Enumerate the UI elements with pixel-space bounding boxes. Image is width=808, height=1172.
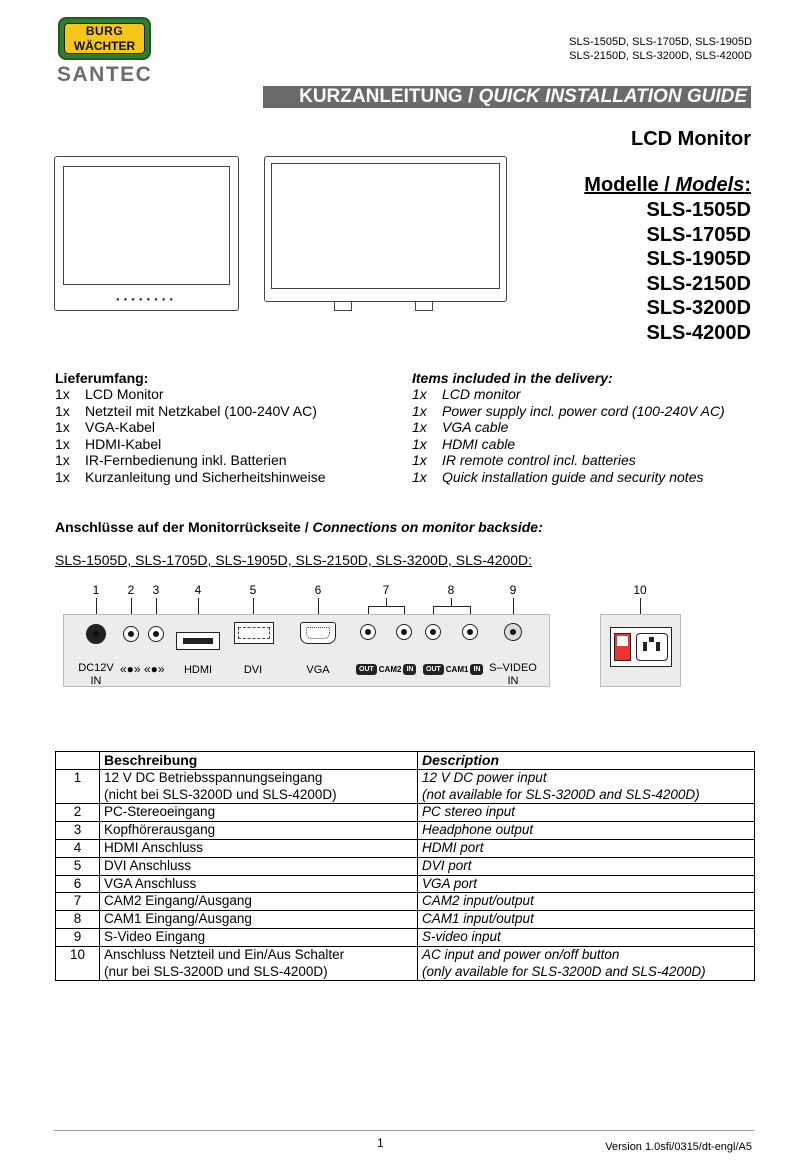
connector-number: 2 (127, 583, 135, 597)
audio-out-icon: «●» (144, 662, 165, 676)
list-item: 1x Power supply incl. power cord (100-240V AC) (412, 402, 725, 419)
table-header-row (56, 752, 755, 770)
header-models-line1: SLS-1505D, SLS-1705D, SLS-1905D (569, 36, 752, 48)
table-header-de: Beschreibung (100, 752, 418, 770)
page-number: 1 (377, 1136, 384, 1150)
list-item: 1x Quick installation guide and security notes (412, 468, 704, 485)
monitor-foot-right (415, 301, 433, 311)
burg-waechter-logo (58, 17, 151, 60)
ac-inlet-icon (636, 633, 668, 661)
monitor-front-drawing-small (54, 156, 239, 311)
label-hdmi: HDMI (183, 664, 213, 676)
label-cam2: OUT CAM2 IN (356, 664, 416, 675)
cam2-out-bnc-icon (360, 624, 376, 640)
delivery-heading-de: Lieferumfang: (55, 370, 149, 386)
list-item: 1x LCD Monitor (55, 386, 164, 402)
model-item: SLS-1505D (646, 199, 751, 221)
svideo-port-icon (504, 623, 522, 641)
list-item: 1x Netzteil mit Netzkabel (100-240V AC) (55, 402, 317, 419)
connections-table (55, 751, 755, 981)
leader-bracket (433, 606, 470, 607)
list-item: 1x LCD monitor (412, 386, 521, 402)
models-de: Modelle / (584, 174, 676, 196)
list-item: 1x HDMI cable (412, 435, 516, 452)
models-colon: : (744, 174, 751, 196)
list-item: 1x VGA cable (412, 419, 509, 436)
table-row: 2 PC-Stereoeingang PC stereo input (56, 804, 755, 822)
title-de: KURZANLEITUNG / (299, 86, 479, 107)
table-row: 4 HDMI Anschluss HDMI port (56, 839, 755, 857)
leader-bracket (368, 606, 404, 607)
connections-models: SLS-1505D, SLS-1705D, SLS-1905D, SLS-2150D, SLS-3200D, SLS-4200D: (55, 552, 533, 568)
label-cam1: OUT CAM1 IN (423, 664, 483, 675)
connections-heading: Anschlüsse auf der Monitorrückseite / Connections on monitor backside: (55, 519, 543, 535)
monitor-screen (63, 166, 230, 285)
monitor-screen (271, 163, 500, 289)
footer-divider (54, 1130, 754, 1131)
table-row: 6 VGA Anschluss VGA port (56, 875, 755, 893)
header-models (569, 35, 752, 63)
models-heading (584, 174, 751, 197)
model-list (647, 198, 752, 345)
santec-logo: SANTEC (57, 63, 153, 86)
power-switch-icon (614, 633, 631, 661)
list-item: 1x IR remote control incl. batteries (412, 452, 636, 469)
table-header-num (56, 752, 100, 770)
logo-line2: WÄCHTER (73, 39, 136, 53)
power-module (610, 627, 672, 667)
product-name: LCD Monitor (631, 128, 751, 150)
connector-number: 5 (249, 583, 257, 597)
connector-number: 9 (509, 583, 517, 597)
table-row: 8 CAM1 Eingang/Ausgang CAM1 input/output (56, 911, 755, 929)
vga-port-icon (300, 622, 336, 644)
label-vga: VGA (306, 664, 330, 676)
leader-line (451, 598, 452, 606)
models-en: Models (675, 174, 745, 196)
cam1-out-bnc-icon (425, 624, 441, 640)
cam1-in-bnc-icon (462, 624, 478, 640)
title-en: QUICK INSTALLATION GUIDE (478, 86, 747, 107)
delivery-de (55, 370, 325, 486)
model-item: SLS-3200D (646, 297, 751, 319)
header-models-line2: SLS-2150D, SLS-3200D, SLS-4200D (569, 50, 752, 62)
leader-line (386, 598, 387, 606)
table-row: 1 12 V DC Betriebsspannungseingang (nicht bei SLS-3200D und SLS-4200D) 12 V DC power input (not available for SLS-3200D and SLS-4200D) (56, 769, 755, 804)
delivery-heading-en: Items included in the delivery: (412, 370, 613, 386)
connector-number: 3 (152, 583, 160, 597)
connector-number: 6 (314, 583, 322, 597)
connector-number: 10 (633, 583, 647, 597)
model-item: SLS-1905D (646, 248, 751, 270)
page-title (263, 86, 751, 108)
audio-out-jack-icon (148, 626, 164, 642)
logo-line1: BURG (85, 24, 124, 38)
connector-number: 4 (194, 583, 202, 597)
cam2-in-bnc-icon (396, 624, 412, 640)
label-svideo-in: S–VIDEO IN (489, 662, 537, 687)
audio-in-icon: «●» (120, 662, 141, 676)
table-header-en: Description (418, 752, 755, 770)
connector-number: 8 (447, 583, 455, 597)
list-item: 1x IR-Fernbedienung inkl. Batterien (55, 452, 287, 469)
table-row: 9 S-Video Eingang S-video input (56, 928, 755, 946)
table-row: 10 Anschluss Netzteil und Ein/Aus Schalter (nur bei SLS-3200D und SLS-4200D) AC input and power on/off button (only available for SLS-3200D and SLS-4200D) (56, 946, 755, 981)
table-row: 7 CAM2 Eingang/Ausgang CAM2 input/output (56, 893, 755, 911)
model-item: SLS-2150D (646, 272, 751, 295)
hdmi-port-icon (176, 632, 220, 650)
monitor-foot-left (334, 301, 352, 311)
model-item: SLS-1705D (646, 223, 751, 246)
delivery-en (412, 370, 725, 486)
connector-number: 1 (92, 583, 100, 597)
audio-in-jack-icon (123, 626, 139, 642)
table-row: 3 Kopfhörerausgang Headphone output (56, 822, 755, 840)
list-item: 1x Kurzanleitung und Sicherheitshinweise (55, 468, 326, 485)
dvi-port-icon (234, 622, 274, 644)
connector-number: 7 (382, 583, 390, 597)
label-dvi: DVI (243, 664, 263, 676)
monitor-front-drawing-large (264, 156, 507, 302)
monitor-buttons-icon: ●●●●●●●● (116, 297, 177, 303)
model-item: SLS-4200D (646, 321, 751, 344)
version-text: Version 1.0sfi/0315/dt-engl/A5 (605, 1141, 752, 1153)
list-item: 1x VGA-Kabel (55, 419, 156, 436)
label-dc12v-in: DC12V IN (78, 662, 114, 687)
dc-jack-icon (86, 624, 106, 644)
list-item: 1x HDMI-Kabel (55, 435, 162, 452)
table-row: 5 DVI Anschluss DVI port (56, 857, 755, 875)
